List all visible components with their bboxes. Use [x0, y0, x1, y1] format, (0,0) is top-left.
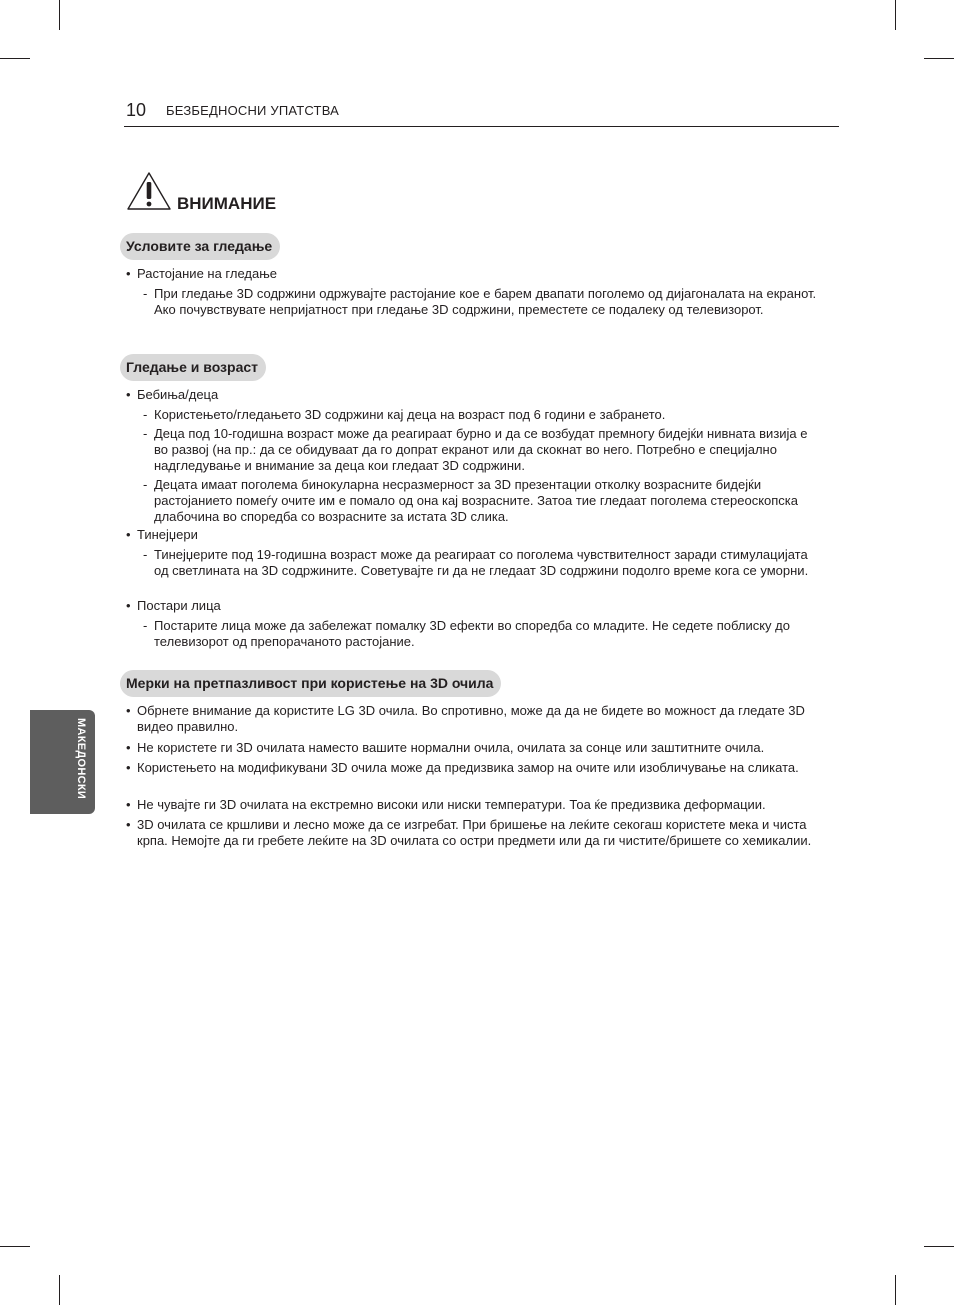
crop-mark	[924, 58, 954, 59]
crop-mark	[0, 1246, 30, 1247]
warning-triangle-icon	[126, 171, 172, 211]
dash-item: - Тинејџерите под 19-годишна возраст може да реагираат со поголема чувствителност заради стимулацијата од светлината на 3D содржините. Советувајте ги да не гледаат 3D содржини подолго време кога се уморни.	[143, 547, 843, 579]
bullet-item: • Не чувајте ги 3D очилата на екстремно високи или ниски температури. Тоа ќе предизвика деформации.	[126, 797, 826, 813]
page-number: 10	[126, 100, 147, 120]
page-header	[124, 98, 839, 127]
crop-mark	[924, 1246, 954, 1247]
bullet-item: • Постари лица	[126, 598, 826, 614]
bullet-item: • Користењето на модификувани 3D очила може да предизвика замор на очите или изобличување на сликата.	[126, 760, 826, 776]
crop-mark	[0, 58, 30, 59]
dash-item: - Децата имаат поголема бинокуларна несразмерност за 3D презентации отколку возрасните бидејќи растојанието помеѓу очите им е помало од она кај возрасните. Затоа тие гледаат поголема стереоскопска длабочина во споредба со возрасните за истата 3D слика.	[143, 477, 843, 525]
dash-item: - Користењето/гледањето 3D содржини кај деца на возраст под 6 години е забрането.	[143, 407, 843, 423]
section-title: Мерки на претпазливост при користење на 3D очила	[120, 670, 501, 697]
section-title: Гледање и возраст	[120, 354, 266, 381]
crop-mark	[59, 1275, 60, 1305]
bullet-item: • Обрнете внимание да користите LG 3D очила. Во спротивно, може да да не бидете во можност да гледате 3D видео правилно.	[126, 703, 826, 735]
crop-mark	[59, 0, 60, 30]
language-side-tab-label: МАКЕДОНСКИ	[75, 718, 87, 800]
bullet-item: • 3D очилата се кршливи и лесно може да се изгребат. При бришење на леќите секогаш користете мека и чиста крпа. Немојте да ги гребете леќите на 3D очилата со остри предмети или да ги чистите/бришете со хемикалии.	[126, 817, 826, 849]
crop-mark	[895, 0, 896, 30]
bullet-item: • Тинејџери	[126, 527, 826, 543]
header-title: БЕЗБЕДНОСНИ УПАТСТВА	[166, 103, 340, 118]
caution-title: ВНИМАНИЕ	[177, 194, 277, 213]
bullet-item: • Растојание на гледање	[126, 266, 826, 282]
bullet-item: • Бебиња/деца	[126, 387, 826, 403]
crop-mark	[895, 1275, 896, 1305]
section-title: Условите за гледање	[120, 233, 280, 260]
dash-item: - Постарите лица може да забележат помалку 3D ефекти во споредба со младите. Не седете поблиску до телевизорот од препорачаното растојание.	[143, 618, 843, 650]
dash-item: - Деца под 10-годишна возраст може да реагираат бурно и да се возбудат премногу бидејќи нивната визија е во развој (на пр.: да се обидуваат да го допрат екранот или да скокнат во него. Потребно е специјално надгледување и внимание за деца кои гледаат 3D содржини.	[143, 426, 843, 474]
dash-item: - При гледање 3D содржини одржувајте растојание кое е барем двапати поголемо од дијагоналата на екранот. Ако почувствувате непријатност при гледање 3D содржини, преместете се подалеку од телевизорот.	[143, 286, 843, 318]
bullet-item: • Не користете ги 3D очилата наместо вашите нормални очила, очилата за сонце или заштитните очила.	[126, 740, 826, 756]
